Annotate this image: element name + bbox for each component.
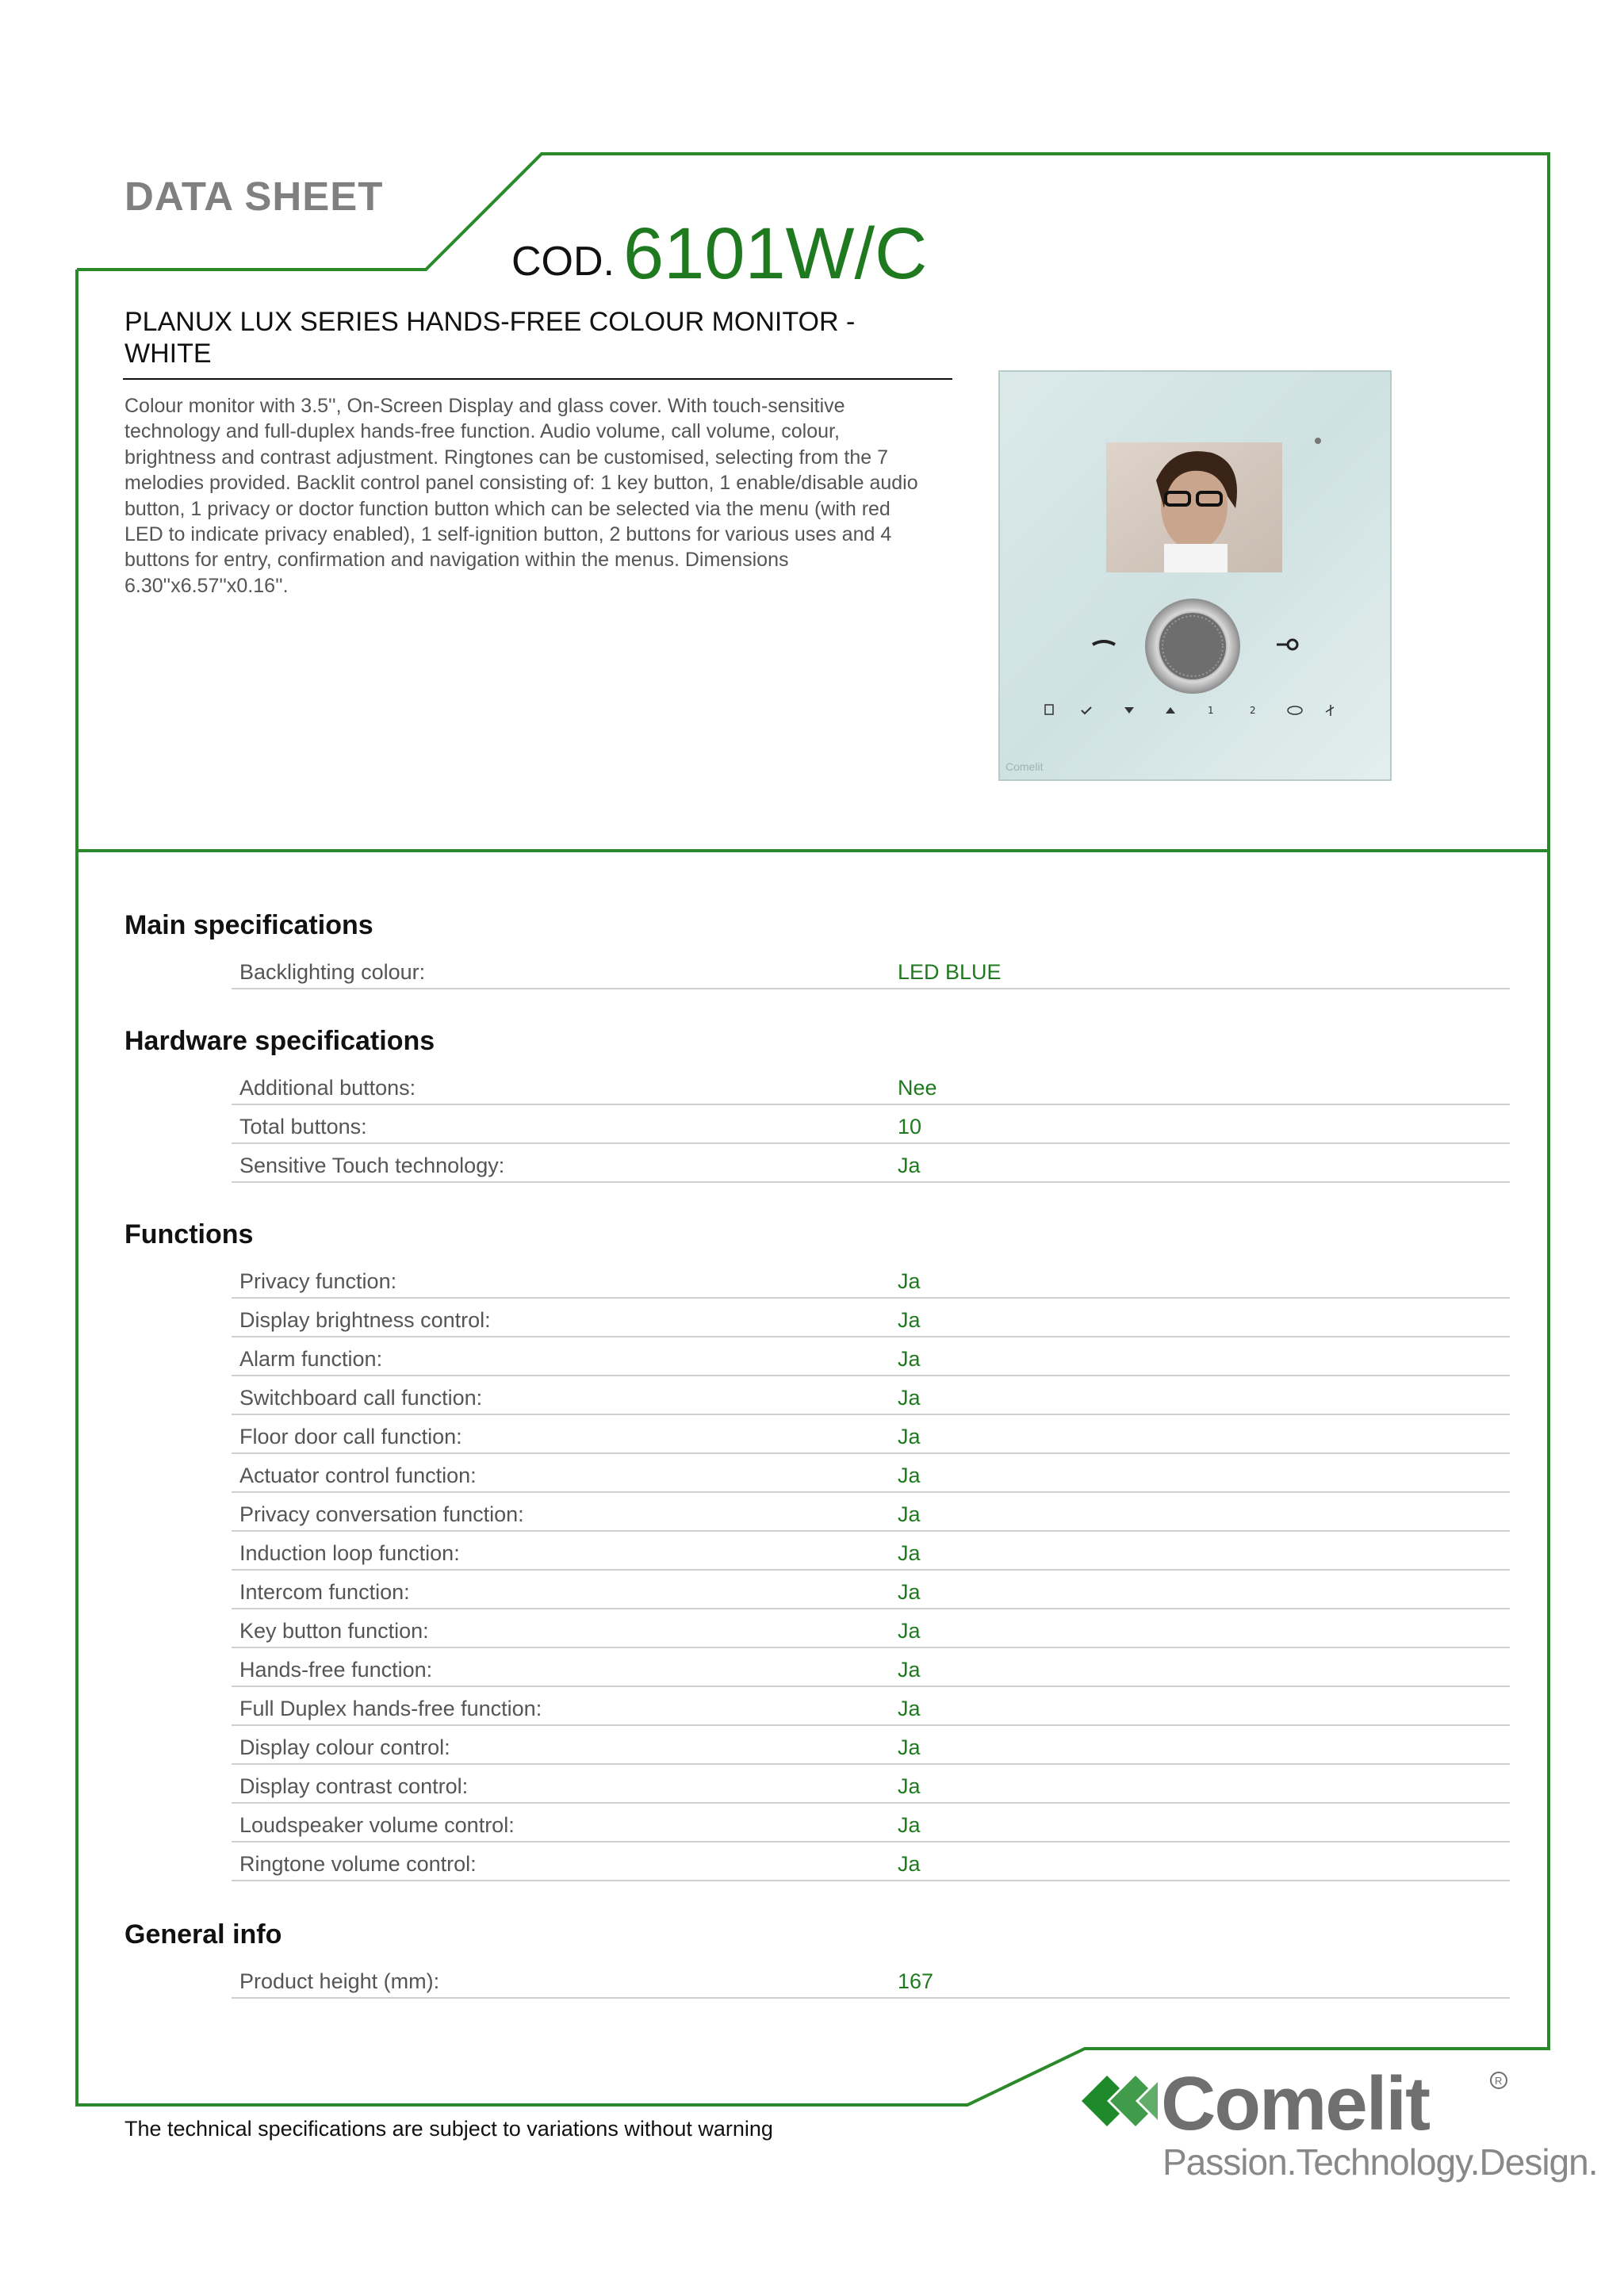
spec-label: Induction loop function: [239,1541,460,1565]
strip-button-2: 2 [1250,705,1256,716]
product-code: 6101W/C [623,213,928,294]
spec-value: Ja [898,1774,921,1798]
spec-row [232,1803,1510,1843]
spec-row [232,1531,1510,1571]
spec-value: Ja [898,1502,921,1526]
section-heading: Functions [124,1219,254,1249]
spec-label: Privacy conversation function: [239,1502,524,1526]
spec-label: Total buttons: [239,1115,367,1138]
svg-text:R: R [1495,2075,1503,2087]
spec-row [232,1959,1510,1999]
spec-row [232,1414,1510,1454]
spec-label: Actuator control function: [239,1464,477,1487]
spec-label: Backlighting colour: [239,960,426,984]
spec-value: Ja [898,1154,921,1177]
spec-value: Ja [898,1697,921,1720]
spec-value: Ja [898,1464,921,1487]
spec-value: Ja [898,1580,921,1604]
product-photo [998,369,1394,782]
spec-value: Ja [898,1541,921,1565]
spec-row [232,1725,1510,1765]
spec-row [232,1764,1510,1804]
spec-label: Display contrast control: [239,1774,469,1798]
spec-value: Ja [898,1425,921,1448]
spec-row [232,1842,1510,1881]
title-divider [123,378,952,380]
spec-row [232,1647,1510,1687]
section-heading: Main specifications [124,910,373,940]
spec-row [232,1259,1510,1299]
spec-value: 167 [898,1969,934,1993]
spec-label: Hands-free function: [239,1658,433,1682]
product-description: Colour monitor with 3.5'', On-Screen Display and glass cover. With touch-sensitive technology and full-duplex hands-free function. Audio volume, call volume, colour, brightness and contrast adjustment. Ringtones can be customised, selecting from the 7 melodies provided. Backlit control panel consisting of: 1 key button, 1 enable/disable audio button, 1 privacy or doctor function button which can be selected via the menu (with red LED to indicate privacy enabled), 1 self-ignition button, 2 buttons for various uses and 4 buttons for entry, confirmation and navigation within the menus. Dimensions 6.30''x6.57''x0.16''. [124,395,918,597]
spec-value: 10 [898,1115,922,1138]
section-heading: General info [124,1919,282,1950]
spec-row [232,1104,1510,1144]
spec-value: Ja [898,1735,921,1759]
spec-row [232,1570,1510,1609]
spec-label: Privacy function: [239,1269,397,1293]
spec-row [232,1376,1510,1415]
code-label: COD. [511,239,615,285]
spec-label: Alarm function: [239,1347,383,1371]
spec-label: Additional buttons: [239,1076,416,1100]
spec-row [232,1492,1510,1532]
spec-row [232,1066,1510,1105]
spec-label: Sensitive Touch technology: [239,1154,505,1177]
spec-value: Ja [898,1619,921,1643]
spec-label: Display colour control: [239,1735,450,1759]
spec-label: Floor door call function: [239,1425,462,1448]
spec-row [232,1143,1510,1183]
spec-label: Product height (mm): [239,1969,440,1993]
spec-label: Display brightness control: [239,1308,491,1332]
spec-row [232,1298,1510,1337]
product-title: PLANUX LUX SERIES HANDS-FREE COLOUR MONITOR - WHITE [124,307,856,369]
spec-value: Ja [898,1386,921,1410]
device-brand-mark: Comelit [1005,760,1044,773]
spec-value: Ja [898,1813,921,1837]
spec-label: Full Duplex hands-free function: [239,1697,542,1720]
doc-type-title: DATA SHEET [124,174,384,219]
spec-value: LED BLUE [898,960,1002,984]
spec-value: Nee [898,1076,937,1100]
monitor-screen [1106,442,1282,572]
spec-row [232,1337,1510,1376]
spec-label: Intercom function: [239,1580,410,1604]
spec-label: Key button function: [239,1619,429,1643]
spec-row [232,1453,1510,1493]
spec-value: Ja [898,1308,921,1332]
spec-value: Ja [898,1658,921,1682]
spec-row [232,950,1510,989]
spec-value: Ja [898,1269,921,1293]
strip-button-1: 1 [1208,705,1214,716]
spec-row [232,1686,1510,1726]
section-heading: Hardware specifications [124,1026,435,1056]
footer-disclaimer: The technical specifications are subject to variations without warning [124,2117,773,2141]
brand-tagline: Passion.Technology.Design. [1162,2141,1598,2183]
spec-row [232,1609,1510,1648]
spec-label: Loudspeaker volume control: [239,1813,515,1837]
spec-value: Ja [898,1852,921,1876]
logo-wordmark: Comelit [1161,2061,1430,2141]
spec-label: Ringtone volume control: [239,1852,477,1876]
spec-label: Switchboard call function: [239,1386,483,1410]
spec-value: Ja [898,1347,921,1371]
